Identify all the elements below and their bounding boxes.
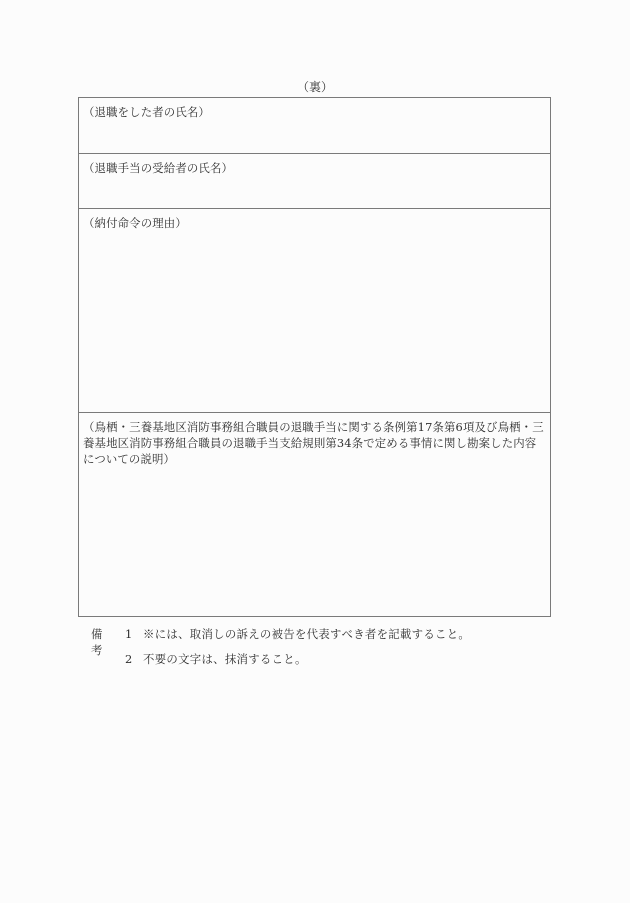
notes-title: 備考 [91, 627, 106, 657]
note-text: 不要の文字は、抹消すること。 [143, 652, 307, 666]
row-label-recipient-name: （退職手当の受給者の氏名） [83, 161, 234, 175]
row-label-retiree-name: （退職をした者の氏名） [83, 105, 210, 119]
note-number: 2 [125, 652, 133, 666]
note-text: ※には、取消しの訴えの被告を代表すべき者を記載すること。 [143, 627, 471, 641]
row-label-payment-order-reason: （納付命令の理由） [83, 216, 187, 230]
row-recipient-name[interactable] [79, 154, 550, 209]
row-considered-circumstances[interactable] [79, 413, 550, 616]
page-side-label: （裏） [296, 80, 333, 94]
row-payment-order-reason[interactable] [79, 209, 550, 413]
row-retiree-name[interactable] [79, 98, 550, 154]
row-label-considered-circumstances: （鳥栖・三養基地区消防事務組合職員の退職手当に関する条例第17条第6項及び鳥栖・三養基地区消防事務組合職員の退職手当支給規則第34条で定める事情に関し勘案した内容についての説明） [83, 420, 544, 466]
form-table [78, 97, 551, 617]
note-number: 1 [125, 627, 133, 641]
